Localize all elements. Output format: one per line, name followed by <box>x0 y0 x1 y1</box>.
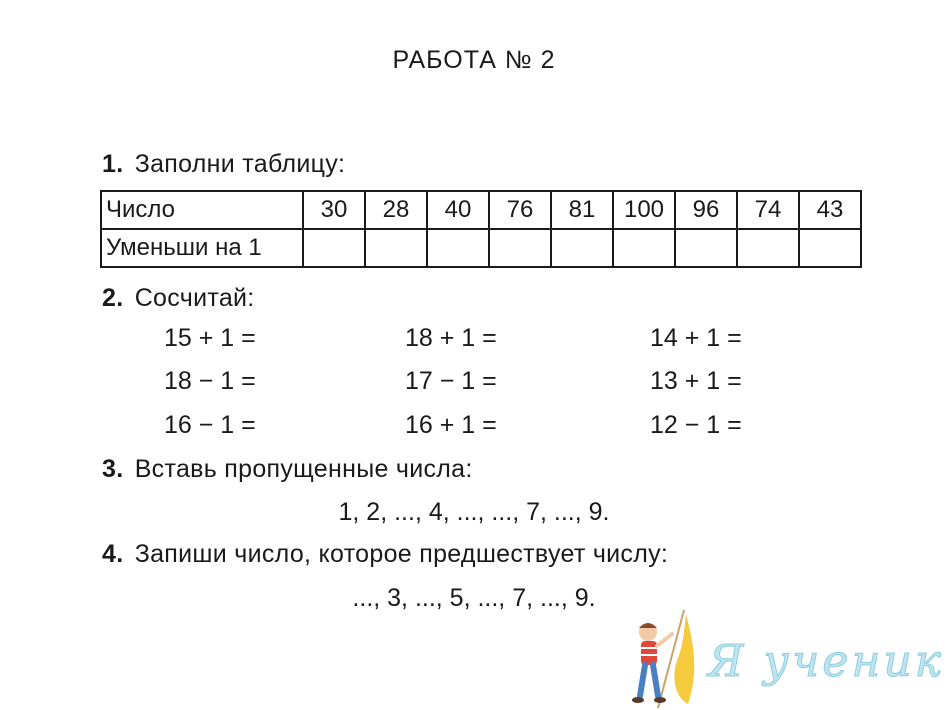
task-3-heading <box>102 455 473 484</box>
table-answer-cell[interactable] <box>365 229 427 267</box>
table-cell: 28 <box>365 191 427 229</box>
page-title: РАБОТА № 2 <box>392 46 556 74</box>
number-sequence: 1, 2, ..., 4, ..., ..., 7, ..., 9. <box>338 498 610 526</box>
task-2-number: 2. <box>102 284 124 312</box>
task-3-number: 3. <box>102 455 124 483</box>
task-3-text: Вставь пропущенные числа: <box>134 455 473 483</box>
table-row-decrease <box>101 229 861 267</box>
table-answer-cell[interactable] <box>799 229 861 267</box>
task-4-number: 4. <box>102 540 124 568</box>
task-4-text: Запиши число, которое предшествует числу: <box>134 540 669 568</box>
task-1-text: Заполни таблицу: <box>134 150 346 178</box>
table-cell: 43 <box>799 191 861 229</box>
logo-text: Я ученик <box>708 636 945 687</box>
table-row-label: Число <box>101 191 303 229</box>
number-table <box>100 190 862 268</box>
table-cell: 40 <box>427 191 489 229</box>
task-4-heading <box>102 540 668 569</box>
table-answer-cell[interactable] <box>551 229 613 267</box>
preceding-number-sequence: ..., 3, ..., 5, ..., 7, ..., 9. <box>352 584 596 612</box>
table-cell: 81 <box>551 191 613 229</box>
table-row-number <box>101 191 861 229</box>
example: 18 + 1 = <box>405 324 497 352</box>
task-2-text: Сосчитай: <box>134 284 255 312</box>
example: 15 + 1 = <box>164 324 256 352</box>
example: 18 − 1 = <box>164 367 256 395</box>
task-1-heading <box>102 150 345 179</box>
example: 12 − 1 = <box>650 411 742 439</box>
example: 13 + 1 = <box>650 367 742 395</box>
table-answer-cell[interactable] <box>613 229 675 267</box>
table-cell: 74 <box>737 191 799 229</box>
task-2-heading <box>102 284 255 313</box>
table-row-label: Уменьши на 1 <box>101 229 303 267</box>
table-cell: 96 <box>675 191 737 229</box>
example: 16 + 1 = <box>405 411 497 439</box>
task-1-number: 1. <box>102 150 124 178</box>
example: 16 − 1 = <box>164 411 256 439</box>
table-answer-cell[interactable] <box>675 229 737 267</box>
table-answer-cell[interactable] <box>489 229 551 267</box>
table-answer-cell[interactable] <box>427 229 489 267</box>
table-answer-cell[interactable] <box>737 229 799 267</box>
table-cell: 30 <box>303 191 365 229</box>
table-cell: 100 <box>613 191 675 229</box>
table-answer-cell[interactable] <box>303 229 365 267</box>
example: 17 − 1 = <box>405 367 497 395</box>
table-cell: 76 <box>489 191 551 229</box>
example: 14 + 1 = <box>650 324 742 352</box>
